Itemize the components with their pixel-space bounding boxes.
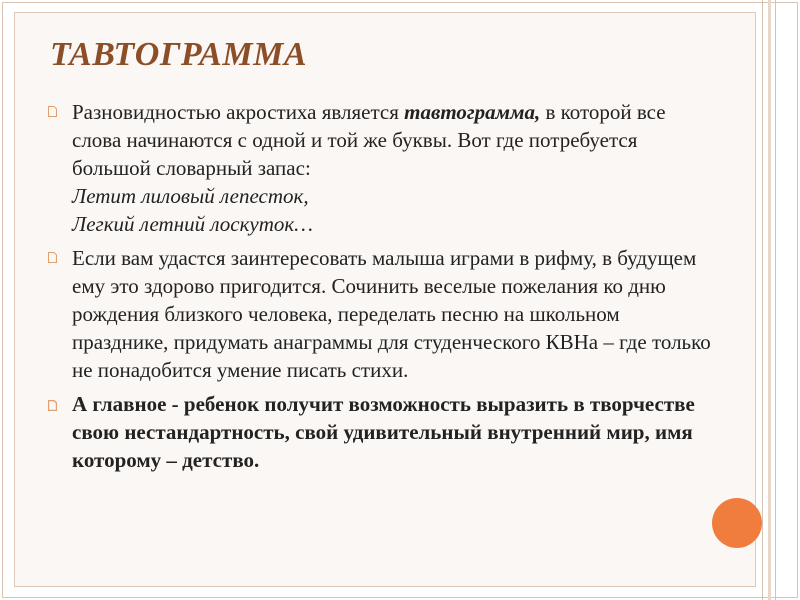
bullet-text: Если вам удастся заинтересовать малыша играми в рифму, в будущем ему это здорово пригодится. Сочинить веселые пожелания ко дню рождения близкого человека, переделать песню на школьном празднике, придумать анаграммы для студенческого КВНа – где только не понадобится умение писать стихи. (72, 246, 711, 382)
bullet-text-before: Разновидностью акростиха является (72, 100, 405, 124)
poem-line-2: Легкий летний лоскуток… (72, 212, 313, 236)
poem-line-1: Летит лиловый лепесток, (72, 184, 309, 208)
bullet-text-bold: А главное - ребенок получит возможность выразить в творчестве свою нестандартность, свой удивительный внутренний мир, имя которому – детство. (72, 392, 695, 472)
bullet-emphasis: тавтограмма, (404, 100, 541, 124)
slide-title: ТАВТОГРАММА (50, 36, 307, 73)
bullet-text-after: в которой все слова начинаются с одной и той же буквы. Вот где потребуется большой словарный запас: (72, 100, 666, 180)
bullet-item-3 (48, 390, 720, 474)
orange-circle-decor (712, 498, 762, 548)
bullet-item-2 (48, 244, 720, 384)
page-outline-icon (48, 106, 57, 117)
decorative-side-line (768, 0, 771, 600)
page-outline-icon (48, 252, 57, 263)
bullet-item-1 (48, 98, 720, 238)
page-outline-icon (48, 400, 57, 411)
slide-content (48, 98, 720, 480)
decorative-side-bar (762, 0, 776, 600)
